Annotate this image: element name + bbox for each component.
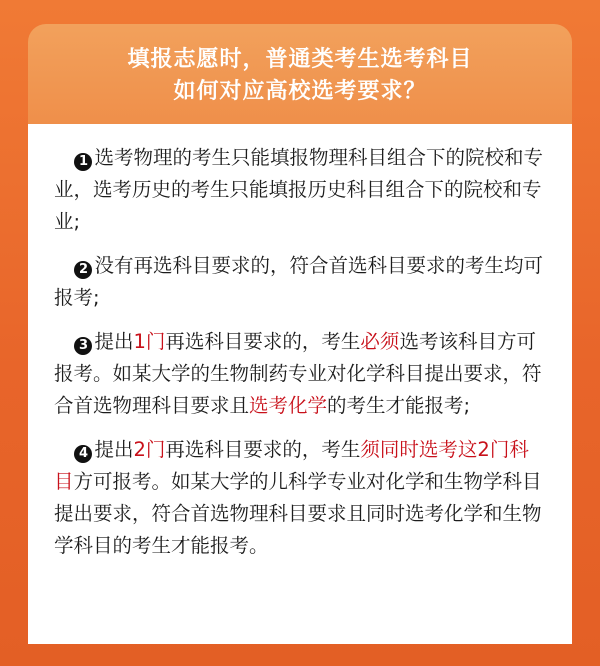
title-line-2: 如何对应高校选考要求？: [173, 79, 427, 104]
highlight-text: 必须: [360, 330, 400, 353]
rule-text: 没有再选科目要求的，符合首选科目要求的考生均可报考;: [54, 254, 543, 309]
rule-item-2: [54, 250, 546, 314]
title-line-1: 填报志愿时，普通类考生选考科目: [127, 47, 473, 72]
rule-text: 提出: [94, 438, 134, 461]
rule-text: 方可报考。如某大学的儿科学专业对化学和生物学科目提出要求，符合首选物理科目要求且同时选考化学和生物学科目的考生才能报考。: [54, 470, 542, 557]
rule-text: 再选科目要求的，考生: [165, 330, 361, 353]
rule-item-3: [54, 326, 546, 422]
highlight-text: 选考化学: [249, 394, 328, 417]
highlight-text: 须同时选考这2门科目: [54, 438, 529, 493]
number-marker-4: 4: [74, 445, 92, 463]
content-card: [28, 124, 572, 644]
highlight-text: 2门: [133, 438, 166, 461]
number-marker-1: 1: [74, 153, 92, 171]
rule-item-4: [54, 434, 546, 562]
highlight-text: 1门: [133, 330, 166, 353]
rule-item-1: [54, 142, 546, 238]
rule-text: 的考生才能报考;: [327, 394, 471, 417]
number-marker-3: 3: [74, 337, 92, 355]
rule-text: 选考该科目方可报考。如某大学的生物制药专业对化学科目提出要求，符合首选物理科目要求且: [54, 330, 542, 417]
page-title: [28, 44, 572, 108]
rule-text: 再选科目要求的，考生: [165, 438, 361, 461]
rule-text: 选考物理的考生只能填报物理科目组合下的院校和专业，选考历史的考生只能填报历史科目组合下的院校和专业;: [54, 146, 543, 233]
rule-text: 提出: [94, 330, 134, 353]
number-marker-2: 2: [74, 261, 92, 279]
header-banner: [28, 24, 572, 124]
